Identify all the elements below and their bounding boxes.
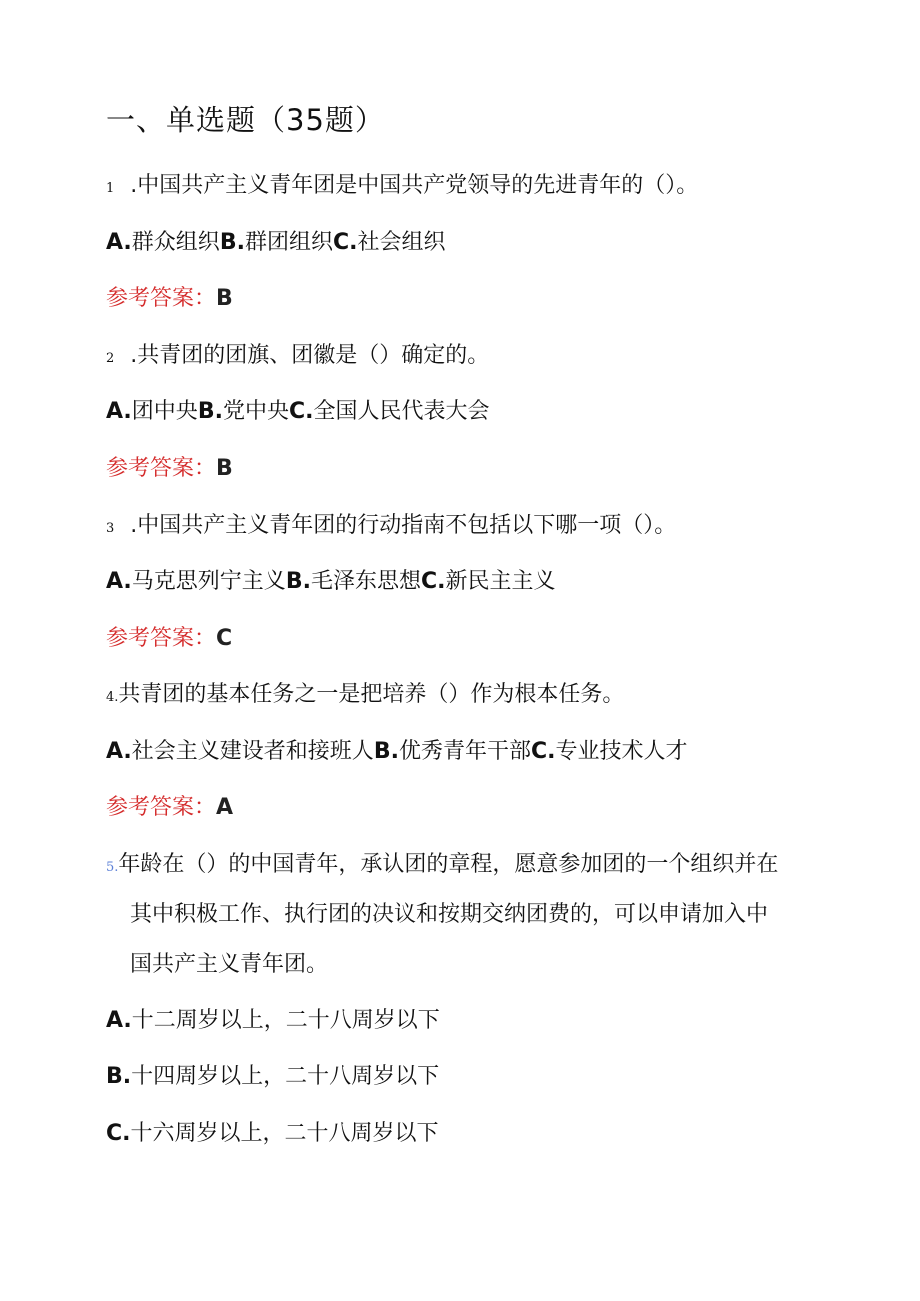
option-letter: C. [106,1121,131,1146]
option-letter: C. [530,739,556,764]
option-letter: B. [373,739,399,764]
question-text: .中国共产主义青年团是中国共产党领导的先进青年的（）。 [130,173,699,198]
option-letter: B. [197,399,223,424]
question-4-options [106,737,688,767]
option-text: 社会主义建设者和接班人 [131,739,374,764]
question-3-answer [106,624,232,654]
question-2-stem [106,341,489,374]
question-3-stem [106,511,676,544]
option-text: 优秀青年干部 [398,739,531,764]
question-text: .共青团的团旗、团徽是（）确定的。 [130,343,490,368]
option-letter: A. [106,399,132,424]
option-text: 群众组织 [131,230,220,255]
option-letter: C. [332,230,358,255]
question-2-options [106,397,490,427]
option-text: 十四周岁以上，二十八周岁以下 [131,1064,440,1089]
option-text: 专业技术人才 [555,739,688,764]
answer-label: 参考答案： [106,456,217,481]
answer-value: C [216,626,233,651]
answer-value: B [216,456,233,481]
question-number: 4. [106,690,119,705]
question-number: 1 [106,181,115,196]
option-letter: C. [420,569,446,594]
option-letter: A. [106,569,132,594]
option-text: 新民主主义 [445,569,556,594]
question-1-answer [106,284,233,314]
question-4-stem [106,680,624,713]
question-number: 3 [106,521,115,536]
question-5-stem-line-2 [130,900,768,930]
answer-label: 参考答案： [106,795,217,820]
question-5-stem-line-3 [130,950,328,980]
option-text: 群团组织 [244,230,333,255]
answer-label: 参考答案： [106,286,217,311]
question-number: 5. [106,860,119,875]
option-letter: A. [106,739,132,764]
question-1-stem [106,171,698,204]
question-1-options [106,228,446,258]
option-letter: B. [219,230,245,255]
question-4-answer [106,793,233,823]
question-text: .中国共产主义青年团的行动指南不包括以下哪一项（）。 [130,513,677,538]
option-text: 党中央 [222,399,289,424]
question-text: 共青团的基本任务之一是把培养（）作为根本任务。 [118,682,625,707]
question-5-stem-line-1 [106,850,778,883]
option-text: 全国人民代表大会 [313,399,490,424]
section-title: 一、单选题（35题） [106,103,385,137]
answer-label: 参考答案： [106,626,217,651]
option-text: 十二周岁以上，二十八周岁以下 [131,1008,440,1033]
option-letter: B. [106,1064,132,1089]
question-2-answer [106,454,233,484]
question-text: 其中积极工作、执行团的决议和按期交纳团费的，可以申请加入中 [130,902,769,927]
question-text: 年龄在（）的中国青年，承认团的章程，愿意参加团的一个组织并在 [118,852,779,877]
option-letter: A. [106,1008,132,1033]
answer-value: B [216,286,233,311]
option-text: 十六周岁以上，二十八周岁以下 [130,1121,439,1146]
question-5-option-b [106,1062,439,1092]
question-5-option-a [106,1006,440,1036]
answer-value: A [216,795,234,820]
question-text: 国共产主义青年团。 [130,952,329,977]
question-number: 2 [106,351,115,366]
option-letter: A. [106,230,132,255]
option-text: 毛泽东思想 [310,569,421,594]
question-3-options [106,567,556,597]
option-text: 马克思列宁主义 [131,569,286,594]
option-letter: C. [288,399,314,424]
option-text: 团中央 [131,399,198,424]
question-5-option-c [106,1119,439,1149]
option-letter: B. [285,569,311,594]
option-text: 社会组织 [357,230,446,255]
